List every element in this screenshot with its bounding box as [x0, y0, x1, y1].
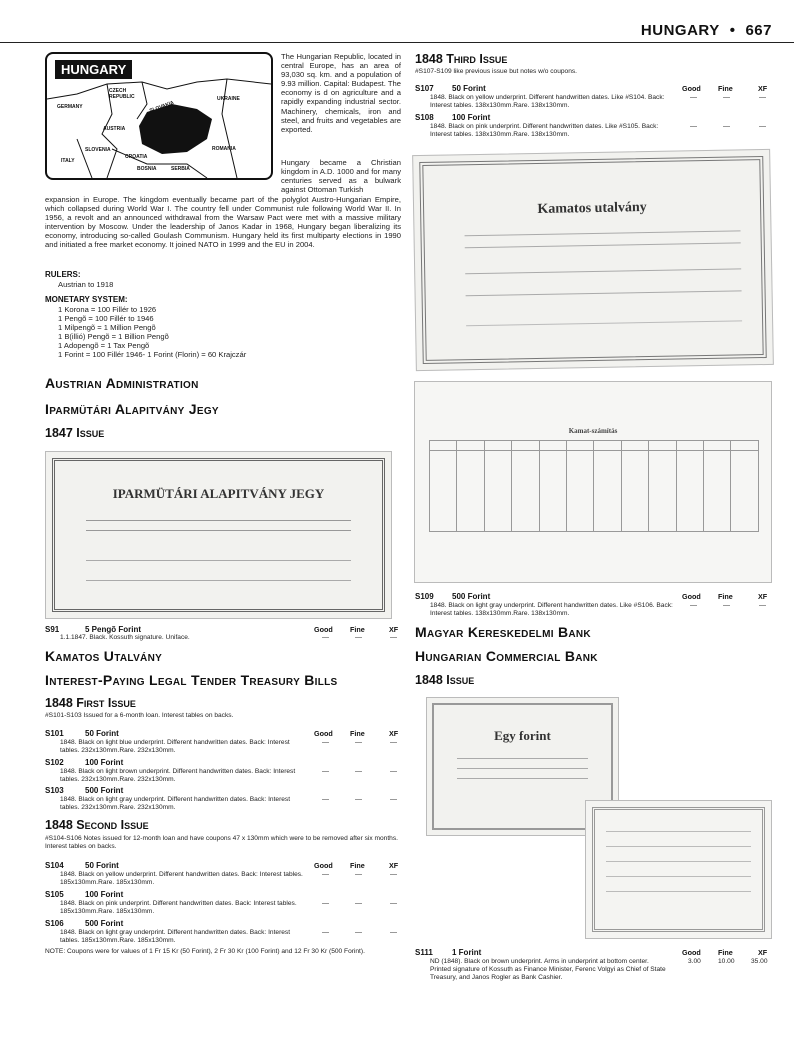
- desc-s108: 1848. Black on pink underprint. Different handwritten dates. Like #S105. Back: Interest tables. 138x130mm.Rare. 138x130mm.: [430, 123, 659, 138]
- map-label-bosnia: BOSNIA: [137, 166, 157, 172]
- value-dash: —: [390, 796, 397, 803]
- monetary-line: 1 Adopengõ = 1 Tax Pengõ: [58, 341, 150, 351]
- header-rule: [0, 42, 794, 43]
- grade-good: Good: [314, 861, 333, 870]
- value-dash: —: [723, 123, 730, 130]
- section-austrian-administration: Austrian Administration: [45, 375, 199, 391]
- desc-s101: 1848. Black on light blue underprint. Different handwritten dates. Back: Interest tables. 232x130mm.Rare. 232x130mm.: [60, 739, 290, 754]
- cat-num-s111: S111: [415, 948, 433, 957]
- value-dash: —: [690, 123, 697, 130]
- map-label-austria: AUSTRIA: [103, 126, 126, 132]
- section-magyar-kereskedelmi: Magyar Kereskedelmi Bank: [415, 624, 591, 640]
- rulers-label: RULERS:: [45, 270, 81, 279]
- country-map: [45, 52, 273, 180]
- grade-xf: XF: [758, 592, 768, 601]
- desc-s109: 1848. Black on light gray underprint. Different handwritten dates. Like #S106. Back: Interest tables. 138x130mm.Rare. 138x130mm.: [430, 602, 673, 617]
- value-dash: —: [390, 900, 397, 907]
- desc-s104: 1848. Black on yellow underprint. Different handwritten dates. Back: Interest tables. 185x130mm.Rare. 185x130mm.: [60, 871, 303, 886]
- value-dash: —: [322, 871, 329, 878]
- value-dash: —: [355, 871, 362, 878]
- value-dash: —: [759, 602, 766, 609]
- denom-s101: 50 Forint: [85, 729, 119, 738]
- desc-s106: 1848. Black on light gray underprint. Different handwritten dates. Back: Interest tables. 185x130mm.Rare. 185x130mm.: [60, 929, 291, 944]
- value-dash: —: [322, 929, 329, 936]
- issue-1848-second: 1848 Second Issue: [45, 818, 149, 832]
- section-hungarian-commercial: Hungarian Commercial Bank: [415, 648, 598, 664]
- monetary-line: 1 Milpengõ = 1 Million Pengõ: [58, 323, 156, 333]
- map-label-czech: CZECH REPUBLIC: [109, 88, 135, 100]
- denom-s106: 500 Forint: [85, 919, 124, 928]
- value-s111-fine: 10.00: [718, 958, 735, 965]
- map-label-italy: ITALY: [61, 158, 75, 164]
- map-label-serbia: SERBIA: [171, 166, 190, 172]
- monetary-line: 1 B(illió) Pengõ = 1 Billion Pengõ: [58, 332, 169, 342]
- denom-s108: 100 Forint: [452, 113, 491, 122]
- denom-s91: 5 Pengõ Forint: [85, 625, 141, 634]
- value-dash: —: [690, 602, 697, 609]
- first-issue-note: #S101-S103 Issued for a 6-month loan. Interest tables on backs.: [45, 712, 234, 719]
- denom-s102: 100 Forint: [85, 758, 124, 767]
- monetary-label: MONETARY SYSTEM:: [45, 295, 128, 304]
- intro-paragraph-1: The Hungarian Republic, located in central Europe, has an area of 93,030 sq. km. and a population of 9.93 million. Capital: Budapest. The economy is d on agriculture and a rapidly expanding industrial sector. Machinery, chemicals, iron and steel, and fruits and vegetables are exported.: [281, 52, 401, 134]
- map-label-ukraine: UKRAINE: [217, 96, 240, 102]
- grade-fine: Fine: [718, 84, 733, 93]
- issue-1848-third: 1848 Third Issue: [415, 52, 508, 66]
- value-dash: —: [322, 796, 329, 803]
- grade-xf: XF: [389, 625, 399, 634]
- issue-1848: 1848 Issue: [415, 673, 475, 687]
- denom-s109: 500 Forint: [452, 592, 491, 601]
- cat-num-s101: S101: [45, 729, 64, 738]
- cat-num-s107: S107: [415, 84, 434, 93]
- banknote-image-s111-back: [585, 800, 772, 939]
- denom-s107: 50 Forint: [452, 84, 486, 93]
- value-dash: —: [390, 871, 397, 878]
- monetary-line: 1 Korona = 100 Fillér to 1926: [58, 305, 157, 314]
- grade-xf: XF: [389, 729, 399, 738]
- desc-s102: 1848. Black on light brown underprint. Different handwritten dates. Back: Interest tables. 232x130mm.Rare. 232x130mm.: [60, 768, 296, 783]
- desc-s105: 1848. Black on pink underprint. Different handwritten dates. Back: Interest tables. 185x130mm.Rare. 185x130mm.: [60, 900, 297, 915]
- intro-paragraph-2-start: Hungary became a Christian kingdom in A.D. 1000 and for many centuries served as a bulwark against Ottoman Turkish: [281, 158, 401, 195]
- note-back-title: Kamat-számítás: [568, 427, 618, 435]
- map-label-germany: GERMANY: [57, 104, 83, 110]
- note-title-s91: IPARMÜTÁRI ALAPITVÁNY JEGY: [112, 486, 325, 501]
- value-dash: —: [690, 94, 697, 101]
- value-s111-good: 3.00: [688, 958, 701, 965]
- note-front-title: Kamatos utalvány: [537, 200, 647, 217]
- desc-s111: ND (1848). Black on brown underprint. Arms in underprint at bottom center. Printed signature of Kossuth as Finance Minister, Ferenc Volgyi as Chief of State Treasury, and Janos Rogler as Bank Cashier.: [430, 958, 666, 981]
- page-header: [641, 22, 772, 39]
- cat-num-s105: S105: [45, 890, 64, 899]
- value-dash: —: [322, 634, 329, 641]
- value-dash: —: [390, 929, 397, 936]
- desc-s103: 1848. Black on light gray underprint. Different handwritten dates. Back: Interest tables. 232x130mm.Rare. 232x130mm.: [60, 796, 291, 811]
- banknote-image-back: [414, 381, 772, 583]
- interest-table: [429, 440, 759, 532]
- coupon-note: NOTE: Coupons were for values of 1 Fr 15 Kr (50 Forint), 2 Fr 30 Kr (100 Forint) and 12 Fr 30 Kr (500 Forint).: [45, 948, 365, 955]
- cat-num-s103: S103: [45, 786, 64, 795]
- monetary-list: [58, 305, 246, 360]
- value-dash: —: [322, 900, 329, 907]
- value-dash: —: [759, 123, 766, 130]
- grade-good: Good: [682, 948, 701, 957]
- value-dash: —: [322, 739, 329, 746]
- grade-good: Good: [314, 729, 333, 738]
- cat-num-s106: S106: [45, 919, 64, 928]
- section-interest-paying: Interest-Paying Legal Tender Treasury Bills: [45, 672, 338, 688]
- note-s111-title: Egy forint: [494, 728, 551, 743]
- value-dash: —: [355, 796, 362, 803]
- value-dash: —: [355, 739, 362, 746]
- value-dash: —: [355, 768, 362, 775]
- banknote-image-front: [412, 149, 774, 371]
- issue-1848-first: 1848 First Issue: [45, 696, 136, 710]
- header-separator: •: [729, 22, 736, 39]
- cat-num-s91: S91: [45, 625, 60, 634]
- value-dash: —: [723, 602, 730, 609]
- grade-xf: XF: [389, 861, 399, 870]
- value-s111-xf: 35.00: [751, 958, 768, 965]
- banknote-image-s91: [45, 451, 392, 619]
- monetary-line: 1 Pengõ = 100 Fillér to 1946: [58, 314, 154, 324]
- map-label-slovenia: SLOVENIA: [85, 147, 111, 153]
- value-dash: —: [723, 94, 730, 101]
- rulers-text: Austrian to 1918: [58, 280, 114, 289]
- denom-s104: 50 Forint: [85, 861, 119, 870]
- desc-s107: 1848. Black on yellow underprint. Different handwritten dates. Like #S104. Back: Interest tables. 138x130mm.Rare. 138x130mm.: [430, 94, 665, 109]
- value-dash: —: [355, 900, 362, 907]
- value-dash: —: [355, 634, 362, 641]
- value-dash: —: [390, 634, 397, 641]
- grade-xf: XF: [758, 84, 768, 93]
- grade-fine: Fine: [350, 625, 365, 634]
- grade-good: Good: [682, 84, 701, 93]
- monetary-line: 1 Forint = 100 Fillér 1946- 1 Forint (Florin) = 60 Krajczár: [58, 350, 247, 360]
- map-label-slovakia: SLOVAKIA: [148, 99, 175, 115]
- cat-num-s108: S108: [415, 113, 434, 122]
- intro-paragraph-2-cont: expansion in Europe. The kingdom eventually became part of the polyglot Austro-Hungarian Empire, which collapsed during World War I. The country fell under Communist rule following World War II. In 1956, a revolt and an announced withdrawal from the Warsaw Pact were met with a massive military intervention by Moscow. Under the leadership of Janos Kadar in 1968, Hungary began liberalizing its economy, introducing so-called Goulash Communism. Hungary held its first multiparty elections in 1990 and initiated a free market economy. It joined NATO in 1999 and the EU in 2004.: [45, 195, 401, 250]
- page-number: 667: [745, 22, 772, 39]
- value-dash: —: [355, 929, 362, 936]
- cat-num-s109: S109: [415, 592, 434, 601]
- value-dash: —: [759, 94, 766, 101]
- grade-fine: Fine: [350, 861, 365, 870]
- map-label-romania: ROMANIA: [212, 146, 236, 152]
- grade-good: Good: [682, 592, 701, 601]
- grade-fine: Fine: [718, 948, 733, 957]
- subsection-iparmutari: Iparmütári Alapitvány Jegy: [45, 401, 219, 417]
- grade-fine: Fine: [718, 592, 733, 601]
- header-country: HUNGARY: [640, 22, 720, 39]
- value-dash: —: [390, 768, 397, 775]
- grade-xf: XF: [758, 948, 768, 957]
- cat-num-s102: S102: [45, 758, 64, 767]
- value-dash: —: [390, 739, 397, 746]
- cat-num-s104: S104: [45, 861, 64, 870]
- denom-s111: 1 Forint: [452, 948, 482, 957]
- value-dash: —: [322, 768, 329, 775]
- grade-good: Good: [314, 625, 333, 634]
- map-label-croatia: CROATIA: [125, 154, 148, 160]
- desc-s91: 1.1.1847. Black. Kossuth signature. Uniface.: [60, 634, 190, 641]
- second-issue-note: #S104-S106 Notes issued for 12-month loan and have coupons 47 x 130mm which were to be removed after six months. Interest tables on backs.: [45, 835, 398, 850]
- section-kamatos: Kamatos Utalvány: [45, 648, 163, 664]
- third-issue-note: #S107-S109 like previous issue but notes w/o coupons.: [415, 68, 578, 75]
- map-title: HUNGARY: [55, 60, 132, 79]
- denom-s105: 100 Forint: [85, 890, 124, 899]
- issue-1847: 1847 Issue: [45, 426, 105, 440]
- denom-s103: 500 Forint: [85, 786, 124, 795]
- grade-fine: Fine: [350, 729, 365, 738]
